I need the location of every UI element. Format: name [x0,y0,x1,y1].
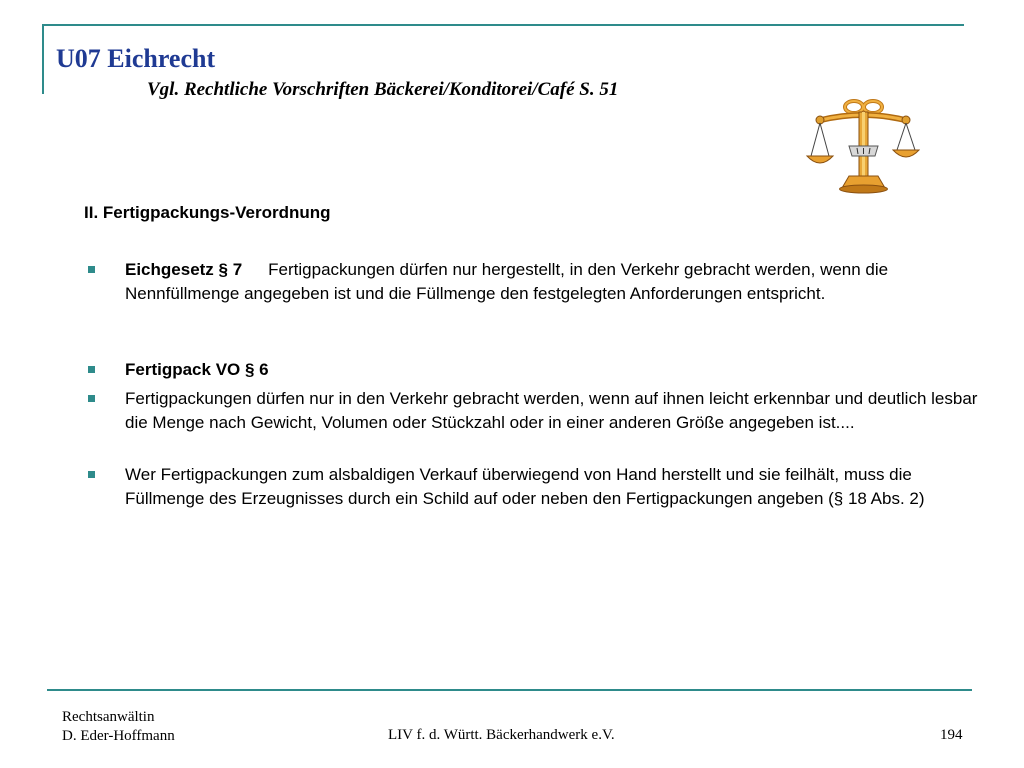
slide-title: U07 Eichrecht [56,44,216,73]
bullet-list [86,258,986,511]
slide-subtitle: Vgl. Rechtliche Vorschriften Bäckerei/Konditorei/Café S. 51 [147,79,619,100]
bullet-eichgesetz [86,258,986,306]
bullet-fertigpack-vo [86,358,986,382]
left-frame-line [42,24,44,94]
bullet-label: Fertigpack VO § 6 [125,360,269,379]
top-frame-line [42,24,964,26]
bullet-handmade-rule [86,463,986,511]
footer-author-title: Rechtsanwältin [62,709,155,725]
footer-divider [47,689,972,691]
bullet-text: Wer Fertigpackungen zum alsbaldigen Verkauf überwiegend von Hand herstellt und sie feilhält, muss die Füllmenge des Erzeugnisses durch ein Schild auf oder neben den Fertigpackungen angeben (§ 18 Abs. 2) [125,465,925,508]
page-number: 194 [940,727,963,743]
footer-author [62,708,175,746]
section-heading: II. Fertigpackungs-Verordnung [84,203,331,222]
balance-scale-icon [805,98,920,194]
footer-organization: LIV f. d. Württ. Bäckerhandwerk e.V. [388,727,615,743]
bullet-text: Fertigpackungen dürfen nur hergestellt, in den Verkehr gebracht werden, wenn die Nennfüllmenge angegeben ist und die Füllmenge den festgelegten Anforderungen entspricht. [125,260,889,303]
bullet-label: Eichgesetz § 7 [125,260,243,279]
bullet-labeling-rule [86,387,986,435]
bullet-text: Fertigpackungen dürfen nur in den Verkehr gebracht werden, wenn auf ihnen leicht erkennbar und deutlich lesbar die Menge nach Gewicht, Volumen oder Stückzahl oder in einer anderen Größe angegeben ist.... [125,389,978,432]
footer-author-name: D. Eder-Hoffmann [62,728,175,744]
